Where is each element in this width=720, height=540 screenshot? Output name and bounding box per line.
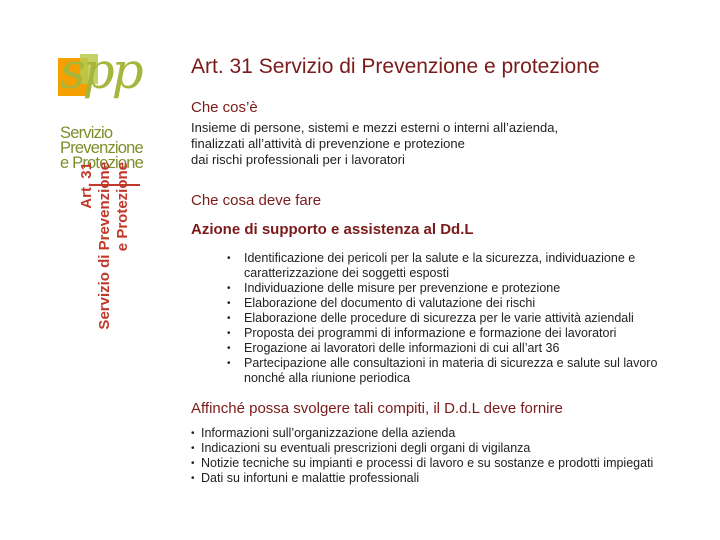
side-label-line: e Protezione	[114, 162, 131, 252]
list-item: • Dati su infortuni e malattie professionali	[191, 471, 671, 486]
logo-line: e Protezione	[60, 154, 144, 172]
list-item: • Indicazioni su eventuali prescrizioni degli organi di vigilanza	[191, 441, 671, 456]
section-heading-duties: Che cosa deve fare	[191, 192, 322, 209]
spp-logo-mark	[58, 42, 154, 122]
list-item: • Informazioni sull’organizzazione della azienda	[191, 426, 671, 441]
list-item: • Proposta dei programmi di informazione e formazione dei lavoratori	[227, 326, 687, 341]
logo-letters: spp	[60, 42, 141, 100]
paragraph-line: finalizzati all’attività di prevenzione e protezione	[191, 136, 465, 151]
section-heading-what: Che cos’è	[191, 99, 258, 116]
duties-list	[227, 251, 687, 386]
side-label-line: Art. 31	[78, 162, 95, 209]
list-item: • Elaborazione delle procedure di sicurezza per le varie attività aziendali	[227, 311, 687, 326]
section-heading-provide: Affinché possa svolgere tali compiti, il D.d.L deve fornire	[191, 400, 563, 417]
logo-line: Servizio	[60, 124, 113, 142]
provide-list	[191, 426, 671, 486]
definition-paragraph	[191, 120, 558, 168]
list-item: • Elaborazione del documento di valutazione dei rischi	[227, 296, 687, 311]
list-item: • Notizie tecniche su impianti e processi di lavoro e su sostanze e prodotti impiegati	[191, 456, 671, 471]
paragraph-line: Insieme di persone, sistemi e mezzi esterni o interni all’azienda,	[191, 120, 559, 135]
paragraph-line: dai rischi professionali per i lavoratori	[191, 152, 405, 167]
section-subheading-support: Azione di supporto e assistenza al Dd.L	[191, 221, 474, 238]
page-title: Art. 31 Servizio di Prevenzione e protezione	[191, 55, 600, 78]
list-item: • Partecipazione alle consultazioni in materia di sicurezza e salute sul lavoro nonché alla riunione periodica	[227, 356, 687, 386]
list-item: • Individuazione delle misure per prevenzione e protezione	[227, 281, 687, 296]
side-label-line: Servizio di Prevenzione	[96, 162, 113, 330]
side-label	[78, 162, 132, 402]
spp-logo	[58, 42, 154, 180]
logo-line: Prevenzione	[60, 139, 143, 157]
list-item: • Erogazione ai lavoratori delle informazioni di cui all’art 36	[227, 341, 687, 356]
list-item: • Identificazione dei pericoli per la salute e la sicurezza, individuazione e caratterizzazione dei soggetti esposti	[227, 251, 687, 281]
